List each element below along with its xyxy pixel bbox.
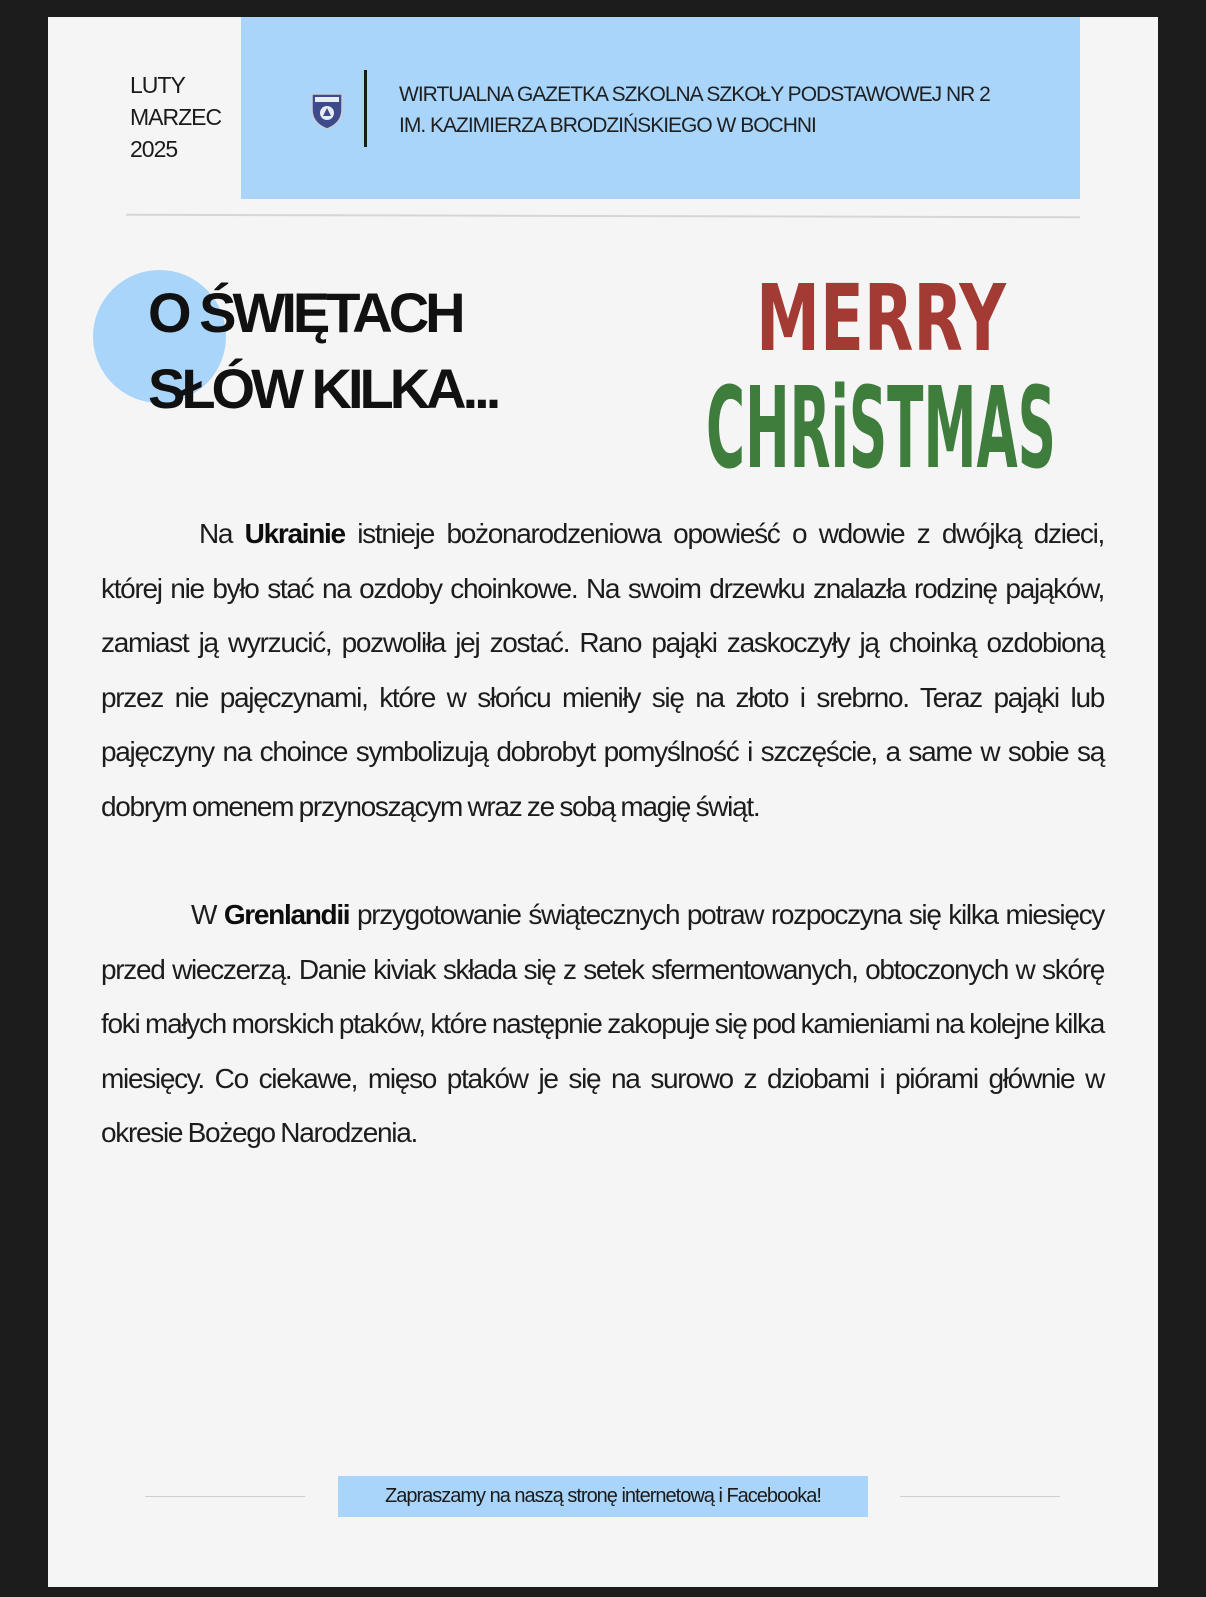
footer-invite[interactable]: Zapraszamy na naszą stronę internetową i Facebooka! [338,1476,868,1517]
merry-christmas-line-2: CHRiSTMAS [706,364,1056,494]
school-name-line-1: WIRTUALNA GAZETKA SZKOLNA SZKOŁY PODSTAWOWEJ NR 2 [399,83,990,106]
country-greenland: Grenlandii [223,899,350,930]
paragraph-ukraine [101,507,1104,834]
merry-christmas-line-1: MERRY [756,265,1007,372]
issue-month-2: MARZEC [130,104,222,130]
issue-date [130,69,221,165]
footer-rule-left [145,1496,305,1497]
country-ukraine: Ukrainie [244,518,345,549]
school-crest-icon [309,90,345,130]
article-title [148,275,497,427]
paragraph-greenland-text: przygotowanie świątecznych potraw rozpoczyna się kilka miesięcy przed wieczerzą. Danie kiviak składa się z setek sfermentowanych, obtoczonych w skórę foki małych morskich ptaków, które następnie zakopuje się pod kamieniami na kolejne kilka miesięcy. Co ciekawe, mięso ptaków je się na surowo z dziobami i piórami głównie w okresie Bożego Narodzenia. [101,899,1104,1148]
merry-christmas-graphic [703,255,1068,494]
header-rule [126,214,1080,218]
paragraph-greenland-prefix: W [191,899,224,930]
paragraph-greenland [101,888,1104,1161]
footer-rule-right [900,1496,1060,1497]
school-name-line-2: IM. KAZIMIERZA BRODZIŃSKIEGO W BOCHNI [399,114,816,137]
school-name [399,79,990,141]
paragraph-ukraine-prefix: Na [199,518,245,549]
issue-year: 2025 [130,136,178,162]
header-banner [241,17,1080,199]
paragraph-ukraine-text: istnieje bożonarodzeniowa opowieść o wdowie z dwójką dzieci, której nie było stać na ozdoby choinkowe. Na swoim drzewku znalazła rodzinę pająków, zamiast ją wyrzucić, pozwoliła jej zostać. Rano pająki zaskoczyły ją choinką ozdobioną przez nie pajęczynami, które w słońcu mieniły się na złoto i srebrno. Teraz pająki lub pajęczyny na choince symbolizują dobrobyt pomyślność i szczęście, a same w sobie są dobrym omenem przynoszącym wraz ze sobą magię świąt. [101,518,1104,822]
article-title-line-1: O ŚWIĘTACH [148,281,462,344]
issue-month-1: LUTY [130,72,185,98]
newsletter-page [48,17,1158,1587]
article-title-line-2: SŁÓW KILKA... [148,357,498,420]
article-body [101,507,1104,1161]
header-divider [364,70,367,147]
